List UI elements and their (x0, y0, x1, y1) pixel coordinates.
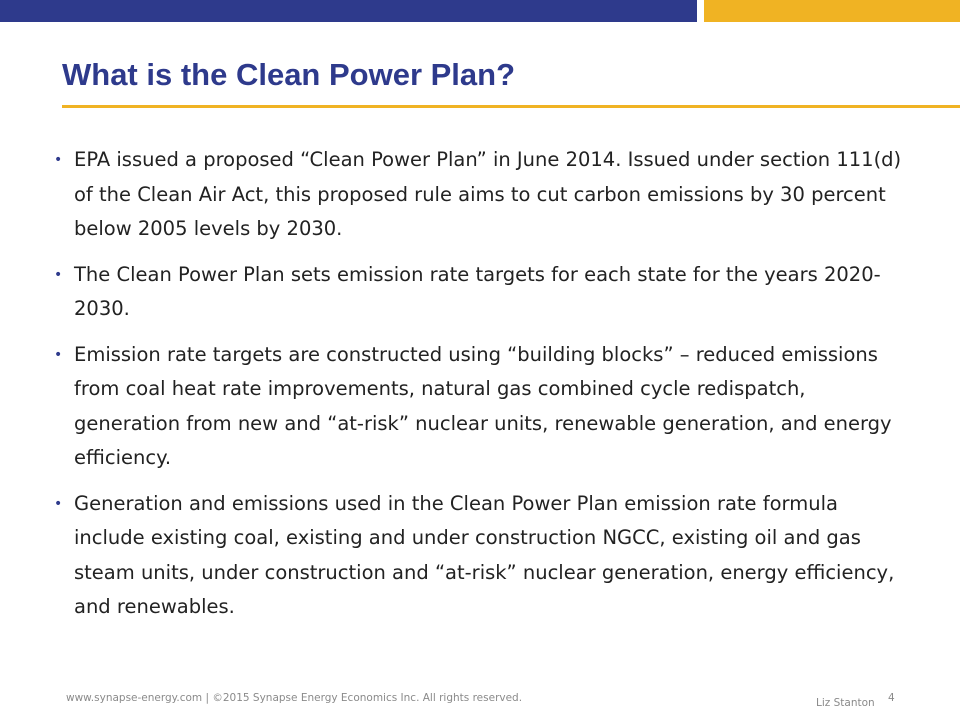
bullet-list (54, 143, 904, 636)
bullet-item (54, 143, 904, 247)
bullet-item (54, 338, 904, 476)
bullet-text: The Clean Power Plan sets emission rate targets for each state for the years 2020-2030. (74, 262, 881, 320)
page-number: 4 (888, 692, 895, 704)
bullet-text: Emission rate targets are constructed using “building blocks” – reduced emissions from coal heat rate improvements, natural gas combined cycle redispatch, generation from new and “at-risk” nuclear units, renewable generation, and energy efficiency. (74, 342, 892, 469)
bullet-text: EPA issued a proposed “Clean Power Plan” in June 2014. Issued under section 111(d) of the Clean Air Act, this proposed rule aims to cut carbon emissions by 30 percent below 2005 levels by 2030. (74, 148, 902, 240)
top-bar-gold (704, 0, 960, 22)
bullet-item (54, 258, 904, 327)
slide-title: What is the Clean Power Plan? (62, 57, 516, 92)
title-underline (62, 105, 960, 108)
top-bar-blue (0, 0, 697, 22)
bullet-dot-icon: • (54, 346, 63, 363)
bullet-dot-icon: • (54, 266, 63, 283)
footer-author: Liz Stanton (816, 697, 875, 709)
bullet-text: Generation and emissions used in the Clean Power Plan emission rate formula include existing coal, existing and under construction NGCC, existing oil and gas steam units, under construction and “at-risk” nuclear generation, energy efficiency, and renewables. (74, 491, 895, 618)
bullet-dot-icon: • (54, 152, 63, 168)
bullet-item (54, 487, 904, 625)
bullet-dot-icon: • (54, 495, 63, 512)
footer-source: www.synapse-energy.com | ©2015 Synapse Energy Economics Inc. All rights reserved. (66, 692, 523, 704)
